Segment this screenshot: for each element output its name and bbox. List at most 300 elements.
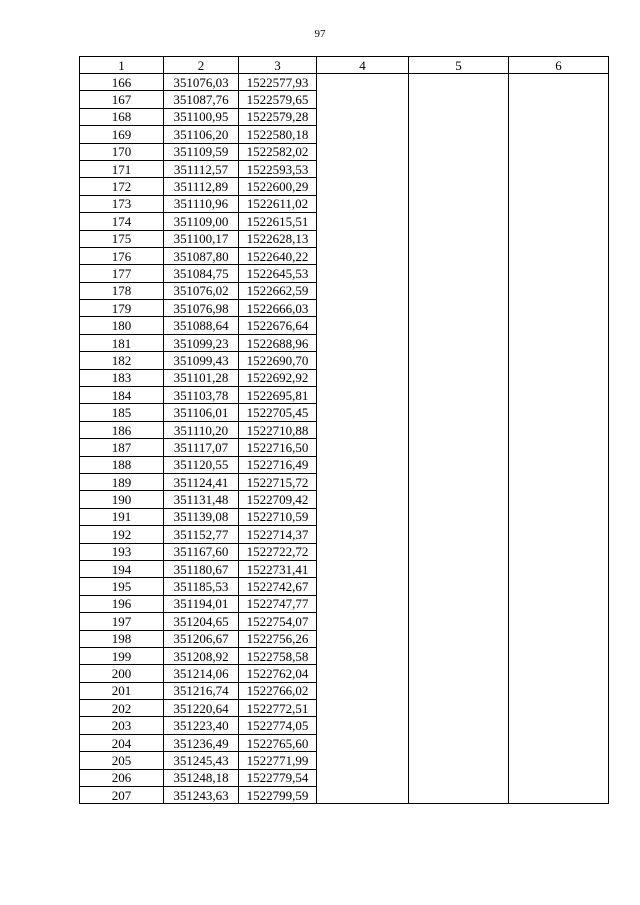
table-cell: [509, 126, 609, 143]
table-cell: 1522716,49: [239, 456, 317, 473]
table-cell: [509, 526, 609, 543]
table-cell: [409, 647, 509, 664]
table-cell: [317, 334, 409, 351]
table-cell: 1522628,13: [239, 230, 317, 247]
table-cell: 351112,57: [164, 160, 239, 177]
table-cell: [317, 387, 409, 404]
column-header: 4: [317, 57, 409, 74]
table-cell: 1522695,81: [239, 387, 317, 404]
table-cell: 1522710,88: [239, 421, 317, 438]
table-cell: 185: [80, 404, 164, 421]
table-cell: [317, 700, 409, 717]
table-cell: 351185,53: [164, 578, 239, 595]
table-cell: [317, 682, 409, 699]
table-cell: [409, 456, 509, 473]
table-cell: 203: [80, 717, 164, 734]
table-row: [80, 473, 609, 490]
table-cell: [509, 404, 609, 421]
table-cell: [509, 160, 609, 177]
table-row: [80, 630, 609, 647]
table-cell: [409, 143, 509, 160]
table-cell: [317, 74, 409, 91]
table-row: [80, 334, 609, 351]
table-cell: [317, 108, 409, 125]
table-cell: 168: [80, 108, 164, 125]
table-cell: 1522645,53: [239, 265, 317, 282]
table-cell: [317, 213, 409, 230]
column-header: 1: [80, 57, 164, 74]
column-header: 3: [239, 57, 317, 74]
table-cell: [509, 143, 609, 160]
table-cell: 351103,78: [164, 387, 239, 404]
table-cell: [409, 769, 509, 786]
table-row: [80, 404, 609, 421]
table-cell: 1522765,60: [239, 734, 317, 751]
table-cell: 1522771,99: [239, 752, 317, 769]
table-cell: [317, 491, 409, 508]
table-cell: [317, 787, 409, 804]
table-row: [80, 595, 609, 612]
table-cell: [317, 230, 409, 247]
table-cell: [317, 543, 409, 560]
table-cell: 192: [80, 526, 164, 543]
table-cell: 1522731,41: [239, 560, 317, 577]
table-cell: [409, 491, 509, 508]
table-cell: [509, 578, 609, 595]
table-cell: 191: [80, 508, 164, 525]
table-cell: 173: [80, 195, 164, 212]
table-cell: [317, 160, 409, 177]
table-row: [80, 265, 609, 282]
table-cell: 351180,67: [164, 560, 239, 577]
table-cell: [409, 682, 509, 699]
table-row: [80, 456, 609, 473]
table-cell: 194: [80, 560, 164, 577]
table-cell: [409, 473, 509, 490]
table-row: [80, 91, 609, 108]
table-cell: 351152,77: [164, 526, 239, 543]
table-cell: [317, 439, 409, 456]
table-cell: 1522577,93: [239, 74, 317, 91]
table-cell: 351084,75: [164, 265, 239, 282]
table-cell: 351206,67: [164, 630, 239, 647]
table-cell: 179: [80, 300, 164, 317]
table-cell: 188: [80, 456, 164, 473]
table-cell: 201: [80, 682, 164, 699]
table-row: [80, 108, 609, 125]
table-cell: 1522705,45: [239, 404, 317, 421]
table-cell: [317, 317, 409, 334]
table-cell: 182: [80, 352, 164, 369]
table-cell: 175: [80, 230, 164, 247]
table-row: [80, 126, 609, 143]
table-cell: 351088,64: [164, 317, 239, 334]
table-body: [80, 74, 609, 804]
table-cell: [509, 613, 609, 630]
table-cell: 193: [80, 543, 164, 560]
table-row: [80, 421, 609, 438]
table-cell: [317, 630, 409, 647]
table-cell: 1522715,72: [239, 473, 317, 490]
table-row: [80, 143, 609, 160]
column-header: 2: [164, 57, 239, 74]
table-cell: [509, 300, 609, 317]
table-cell: [317, 300, 409, 317]
table-cell: [509, 647, 609, 664]
table-cell: 195: [80, 578, 164, 595]
table-cell: 351139,08: [164, 508, 239, 525]
table-cell: [317, 369, 409, 386]
table-cell: 351076,98: [164, 300, 239, 317]
table-cell: [317, 508, 409, 525]
table-cell: [509, 213, 609, 230]
table-cell: [317, 752, 409, 769]
table-cell: [409, 108, 509, 125]
table-cell: 207: [80, 787, 164, 804]
table-cell: 1522722,72: [239, 543, 317, 560]
table-row: [80, 665, 609, 682]
table-cell: [409, 508, 509, 525]
table-row: [80, 682, 609, 699]
table-cell: [317, 578, 409, 595]
table-cell: [509, 282, 609, 299]
table-cell: [509, 769, 609, 786]
table-cell: 1522688,96: [239, 334, 317, 351]
table-cell: 183: [80, 369, 164, 386]
table-cell: [509, 247, 609, 264]
table-cell: 351223,40: [164, 717, 239, 734]
table-cell: [509, 508, 609, 525]
table-cell: [317, 613, 409, 630]
table-cell: 351117,07: [164, 439, 239, 456]
table-cell: 1522690,70: [239, 352, 317, 369]
table-cell: 351204,65: [164, 613, 239, 630]
table-row: [80, 300, 609, 317]
table-cell: 351109,00: [164, 213, 239, 230]
table-row: [80, 734, 609, 751]
table-cell: [509, 369, 609, 386]
table-cell: [409, 421, 509, 438]
table-cell: [409, 91, 509, 108]
table-row: [80, 491, 609, 508]
table-cell: [509, 387, 609, 404]
table-cell: 170: [80, 143, 164, 160]
table-cell: 1522714,37: [239, 526, 317, 543]
table-cell: 351214,06: [164, 665, 239, 682]
table-cell: 1522640,22: [239, 247, 317, 264]
table-cell: 1522758,58: [239, 647, 317, 664]
table-cell: [409, 752, 509, 769]
table-cell: 1522611,02: [239, 195, 317, 212]
table-cell: [509, 734, 609, 751]
table-cell: 181: [80, 334, 164, 351]
table-cell: 1522756,26: [239, 630, 317, 647]
table-cell: 1522710,59: [239, 508, 317, 525]
table-row: [80, 752, 609, 769]
table-cell: [317, 734, 409, 751]
table-cell: 351245,43: [164, 752, 239, 769]
table-cell: 166: [80, 74, 164, 91]
table-cell: 174: [80, 213, 164, 230]
table-row: [80, 160, 609, 177]
table-cell: 206: [80, 769, 164, 786]
table-cell: 351101,28: [164, 369, 239, 386]
table-cell: [317, 282, 409, 299]
table-cell: 1522579,65: [239, 91, 317, 108]
table-cell: [509, 665, 609, 682]
table-cell: 1522762,04: [239, 665, 317, 682]
table-cell: [317, 456, 409, 473]
table-cell: [509, 752, 609, 769]
table-cell: 169: [80, 126, 164, 143]
table-cell: [317, 126, 409, 143]
table-cell: 351109,59: [164, 143, 239, 160]
table-row: [80, 352, 609, 369]
table-cell: 1522754,07: [239, 613, 317, 630]
table-row: [80, 74, 609, 91]
table-row: [80, 560, 609, 577]
table-cell: [409, 247, 509, 264]
table-cell: 351076,03: [164, 74, 239, 91]
table-cell: 351100,17: [164, 230, 239, 247]
table-cell: [509, 108, 609, 125]
table-cell: 351106,01: [164, 404, 239, 421]
table-cell: 351120,55: [164, 456, 239, 473]
table-cell: 1522580,18: [239, 126, 317, 143]
table-row: [80, 647, 609, 664]
table-cell: [317, 595, 409, 612]
table-cell: [509, 456, 609, 473]
table-cell: 351099,23: [164, 334, 239, 351]
table-cell: [409, 387, 509, 404]
table-row: [80, 213, 609, 230]
table-cell: 351131,48: [164, 491, 239, 508]
table-cell: [409, 543, 509, 560]
table-cell: 204: [80, 734, 164, 751]
table-cell: [409, 195, 509, 212]
table-cell: 351106,20: [164, 126, 239, 143]
table-cell: 351112,89: [164, 178, 239, 195]
table-cell: 186: [80, 421, 164, 438]
coordinates-table-container: [79, 56, 609, 804]
table-cell: 351208,92: [164, 647, 239, 664]
table-row: [80, 439, 609, 456]
table-cell: [409, 74, 509, 91]
table-cell: [509, 473, 609, 490]
table-cell: 197: [80, 613, 164, 630]
table-cell: [509, 178, 609, 195]
table-cell: [409, 230, 509, 247]
table-cell: [509, 682, 609, 699]
table-cell: 1522772,51: [239, 700, 317, 717]
table-cell: [409, 595, 509, 612]
table-row: [80, 526, 609, 543]
table-cell: [409, 787, 509, 804]
table-cell: [409, 317, 509, 334]
table-row: [80, 369, 609, 386]
table-cell: [509, 334, 609, 351]
table-cell: 351087,80: [164, 247, 239, 264]
table-cell: 1522593,53: [239, 160, 317, 177]
table-cell: [409, 178, 509, 195]
table-cell: 171: [80, 160, 164, 177]
table-cell: [409, 265, 509, 282]
table-cell: [509, 717, 609, 734]
table-cell: [509, 700, 609, 717]
table-cell: [509, 491, 609, 508]
table-row: [80, 178, 609, 195]
table-cell: [509, 421, 609, 438]
table-cell: 199: [80, 647, 164, 664]
table-cell: [509, 439, 609, 456]
table-cell: [509, 265, 609, 282]
table-cell: 1522662,59: [239, 282, 317, 299]
table-cell: 1522716,50: [239, 439, 317, 456]
table-cell: [317, 178, 409, 195]
header-row: [80, 57, 609, 74]
table-cell: 1522600,29: [239, 178, 317, 195]
table-cell: [317, 665, 409, 682]
table-cell: [409, 439, 509, 456]
table-cell: 1522747,77: [239, 595, 317, 612]
table-row: [80, 508, 609, 525]
table-cell: 198: [80, 630, 164, 647]
table-cell: [317, 526, 409, 543]
table-cell: 351236,49: [164, 734, 239, 751]
table-cell: 167: [80, 91, 164, 108]
table-cell: 351110,96: [164, 195, 239, 212]
table-cell: 177: [80, 265, 164, 282]
table-cell: [317, 647, 409, 664]
table-cell: [409, 734, 509, 751]
table-cell: 184: [80, 387, 164, 404]
table-cell: 351248,18: [164, 769, 239, 786]
table-cell: [509, 630, 609, 647]
table-cell: 178: [80, 282, 164, 299]
table-cell: 205: [80, 752, 164, 769]
table-cell: 190: [80, 491, 164, 508]
table-cell: [409, 352, 509, 369]
table-cell: [509, 787, 609, 804]
coordinates-table: [79, 56, 609, 804]
table-cell: [409, 126, 509, 143]
table-cell: 351099,43: [164, 352, 239, 369]
page-number: 97: [314, 28, 326, 40]
table-cell: 351216,74: [164, 682, 239, 699]
table-cell: 180: [80, 317, 164, 334]
table-cell: [317, 195, 409, 212]
table-cell: 351110,20: [164, 421, 239, 438]
table-cell: [317, 352, 409, 369]
table-cell: [409, 578, 509, 595]
table-cell: 351100,95: [164, 108, 239, 125]
table-row: [80, 769, 609, 786]
table-cell: [317, 143, 409, 160]
table-cell: [509, 317, 609, 334]
table-cell: 351243,63: [164, 787, 239, 804]
table-cell: 189: [80, 473, 164, 490]
table-cell: [409, 700, 509, 717]
table-row: [80, 717, 609, 734]
table-cell: [509, 195, 609, 212]
table-cell: [317, 473, 409, 490]
table-cell: 1522779,54: [239, 769, 317, 786]
table-cell: [409, 526, 509, 543]
table-cell: [317, 560, 409, 577]
table-cell: 351087,76: [164, 91, 239, 108]
table-cell: 1522666,03: [239, 300, 317, 317]
table-row: [80, 195, 609, 212]
table-cell: 172: [80, 178, 164, 195]
table-cell: 1522692,92: [239, 369, 317, 386]
table-header: [80, 57, 609, 74]
table-row: [80, 317, 609, 334]
table-cell: [317, 717, 409, 734]
table-cell: 1522799,59: [239, 787, 317, 804]
table-row: [80, 230, 609, 247]
table-row: [80, 700, 609, 717]
table-cell: [409, 404, 509, 421]
table-cell: [509, 595, 609, 612]
table-cell: [509, 560, 609, 577]
table-cell: 202: [80, 700, 164, 717]
table-cell: 351220,64: [164, 700, 239, 717]
column-header: 5: [409, 57, 509, 74]
table-cell: 1522766,02: [239, 682, 317, 699]
table-cell: [317, 247, 409, 264]
table-row: [80, 387, 609, 404]
table-row: [80, 543, 609, 560]
table-cell: [409, 160, 509, 177]
table-cell: [317, 91, 409, 108]
table-cell: 1522774,05: [239, 717, 317, 734]
table-cell: 196: [80, 595, 164, 612]
table-cell: 200: [80, 665, 164, 682]
table-cell: [409, 665, 509, 682]
table-cell: [317, 421, 409, 438]
table-cell: 176: [80, 247, 164, 264]
table-cell: [409, 282, 509, 299]
table-cell: [409, 717, 509, 734]
table-cell: [509, 91, 609, 108]
table-cell: [409, 630, 509, 647]
table-cell: [317, 404, 409, 421]
table-cell: [409, 613, 509, 630]
table-row: [80, 787, 609, 804]
table-cell: [317, 265, 409, 282]
table-row: [80, 282, 609, 299]
table-cell: 351124,41: [164, 473, 239, 490]
table-cell: 1522582,02: [239, 143, 317, 160]
table-cell: 351167,60: [164, 543, 239, 560]
table-cell: 351194,01: [164, 595, 239, 612]
column-header: 6: [509, 57, 609, 74]
table-row: [80, 578, 609, 595]
table-cell: [409, 334, 509, 351]
table-cell: 1522579,28: [239, 108, 317, 125]
table-cell: [509, 74, 609, 91]
table-row: [80, 247, 609, 264]
table-cell: 351076,02: [164, 282, 239, 299]
table-cell: [509, 543, 609, 560]
table-cell: 1522676,64: [239, 317, 317, 334]
table-cell: 1522709,42: [239, 491, 317, 508]
table-cell: 1522742,67: [239, 578, 317, 595]
table-cell: 187: [80, 439, 164, 456]
table-cell: [409, 213, 509, 230]
table-cell: [509, 352, 609, 369]
table-cell: [317, 769, 409, 786]
